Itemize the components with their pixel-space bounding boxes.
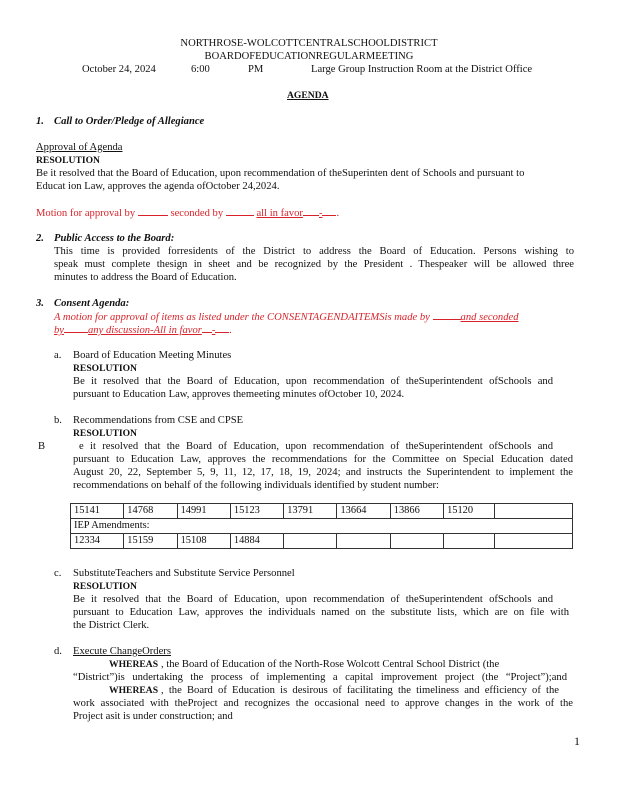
table-cell — [390, 534, 443, 549]
section-2-text-3: minutes to address the Board of Education. — [54, 272, 237, 283]
item-c-resolution: RESOLUTION — [73, 581, 137, 592]
table-cell — [284, 534, 337, 549]
item-b-text-3: August 20, 22, September 5, 9, 11, 12, 17, 18, 19, 2024; and instructs the Superintendent to implement the — [73, 467, 573, 478]
approval-resolution: RESOLUTION — [36, 155, 100, 166]
meeting-location: Large Group Instruction Room at the District Office — [311, 64, 533, 75]
table-cell: 14991 — [177, 504, 230, 519]
item-b-text-1: e it resolved that the Board of Education, upon recommendation of theSuperintendent ofSchools and — [79, 441, 553, 452]
item-a-text-1: Be it resolved that the Board of Education, upon recommendation of theSuperintendent ofSchools and — [73, 376, 553, 387]
table-cell: 15120 — [444, 504, 495, 519]
whereas-2-text-3: Project asit is under construction; and — [73, 711, 233, 722]
table-row — [71, 519, 573, 534]
student-number-table — [70, 503, 573, 549]
motion-blank-3[interactable] — [303, 206, 319, 216]
table-cell — [337, 534, 390, 549]
item-b-title: Recommendations from CSE and CPSE — [73, 415, 244, 426]
section-2-number: 2. — [36, 233, 44, 244]
consent-by: by — [54, 325, 64, 336]
item-b-text-4: recommendations on behalf of the following individuals identified by student number: — [73, 480, 439, 491]
motion-end: . — [336, 208, 340, 219]
whereas-1-text-1: , the Board of Education of the North-Rose Wolcott Central School District (the — [161, 659, 500, 670]
section-1-number: 1. — [36, 116, 44, 127]
item-c-text-2: pursuant to Education Law, approves the individuals named on the substitute lists, which are on file with — [73, 607, 569, 618]
item-a-title: Board of Education Meeting Minutes — [73, 350, 232, 361]
approval-title: Approval of Agenda — [36, 142, 123, 153]
motion-label: Motion for approval by — [36, 208, 136, 219]
meeting-time: 6:00 — [191, 64, 210, 75]
whereas-2-text-1: , the Board of Education is desirous of facilitating the timeliness and efficiency of the — [161, 685, 559, 696]
table-row — [71, 504, 573, 519]
section-2-text-1: This time is provided forresidents of the District to address the Board of Education. Persons wishing to — [54, 246, 574, 257]
table-cell: 13664 — [337, 504, 390, 519]
approval-text-2: Educat ion Law, approves the agenda ofOctober 24,2024. — [36, 181, 280, 192]
table-cell — [444, 534, 495, 549]
table-cell: 13866 — [390, 504, 443, 519]
table-cell: 14768 — [124, 504, 177, 519]
consent-all-in-favor: any discussion-All in favor — [88, 325, 202, 336]
motion-dash: - — [318, 208, 323, 219]
iep-amendments-label: IEP Amendments: — [71, 519, 573, 534]
motion-blank-2[interactable] — [226, 206, 254, 216]
table-cell — [495, 504, 573, 519]
consent-blank-1[interactable] — [433, 310, 461, 320]
motion-seconded: seconded by — [170, 208, 224, 219]
consent-end: . — [229, 325, 233, 336]
motion-blank-4[interactable] — [322, 206, 336, 216]
consent-seconded: and seconded — [460, 312, 519, 323]
table-cell: 15108 — [177, 534, 230, 549]
item-b-letter: b. — [54, 415, 62, 426]
meeting-title: BOARDOFEDUCATIONREGULARMEETING — [204, 51, 414, 62]
item-a-letter: a. — [54, 350, 62, 361]
whereas-2-label: WHEREAS — [109, 685, 159, 696]
item-d-title: Execute ChangeOrders — [73, 646, 171, 657]
section-3-title: Consent Agenda: — [54, 298, 130, 309]
motion-blank-1[interactable] — [138, 206, 168, 216]
item-b-dropped-letter: B — [38, 441, 46, 452]
table-cell — [495, 534, 573, 549]
item-c-title: SubstituteTeachers and Substitute Service Personnel — [73, 568, 295, 579]
section-1-title: Call to Order/Pledge of Allegiance — [54, 116, 205, 127]
district-name: NORTHROSE-WOLCOTTCENTRALSCHOOLDISTRICT — [180, 38, 438, 49]
table-cell: 15141 — [71, 504, 124, 519]
item-c-text-3: the District Clerk. — [73, 620, 150, 631]
item-d-letter: d. — [54, 646, 62, 657]
consent-dash: - — [211, 325, 216, 336]
section-2-text-2: speak must complete thesign in sheet and be recognized by the President . Thespeaker will be allowed three — [54, 259, 574, 270]
table-cell: 12334 — [71, 534, 124, 549]
page-number: 1 — [574, 734, 580, 748]
item-b-resolution: RESOLUTION — [73, 428, 137, 439]
table-cell: 15159 — [124, 534, 177, 549]
section-3-number: 3. — [36, 298, 44, 309]
whereas-1-label: WHEREAS — [109, 659, 159, 670]
approval-motion — [36, 206, 339, 220]
consent-motion-2 — [54, 323, 232, 337]
consent-blank-2[interactable] — [64, 323, 88, 333]
approval-text-1: Be it resolved that the Board of Education, upon recommendation of theSuperinten dent of Schools and pursuant to — [36, 168, 525, 179]
whereas-1-text-2: “District”)is undertaking the process of implementing a capital improvement project (the “Project”);and — [73, 672, 567, 683]
item-b-text-2: pursuant to Education Law, approves the recommendations for the Committee on Special Education dated — [73, 454, 573, 465]
meeting-ampm: PM — [248, 64, 264, 75]
table-cell: 14884 — [230, 534, 283, 549]
item-a-text-2: pursuant to Education Law, approves themeeting minutes ofOctober 10, 2024. — [73, 389, 405, 400]
meeting-date: October 24, 2024 — [82, 64, 156, 75]
whereas-2-text-2: work associated with theProject and recognizes the occasional need to approve changes in the work of the — [73, 698, 573, 709]
item-c-text-1: Be it resolved that the Board of Education, upon recommendation of theSuperintendent ofSchools and — [73, 594, 553, 605]
item-c-letter: c. — [54, 568, 62, 579]
motion-all-in-favor: all in favor — [256, 208, 303, 219]
consent-blank-4[interactable] — [215, 323, 229, 333]
consent-motion-text: A motion for approval of items as listed under the CONSENTAGENDAITEMSis made by — [54, 312, 430, 323]
table-cell: 13791 — [284, 504, 337, 519]
table-cell: 15123 — [230, 504, 283, 519]
consent-blank-3[interactable] — [202, 323, 212, 333]
agenda-heading: AGENDA — [287, 90, 329, 101]
table-row — [71, 534, 573, 549]
item-a-resolution: RESOLUTION — [73, 363, 137, 374]
consent-motion-1 — [54, 310, 519, 324]
section-2-title: Public Access to the Board: — [54, 233, 175, 244]
